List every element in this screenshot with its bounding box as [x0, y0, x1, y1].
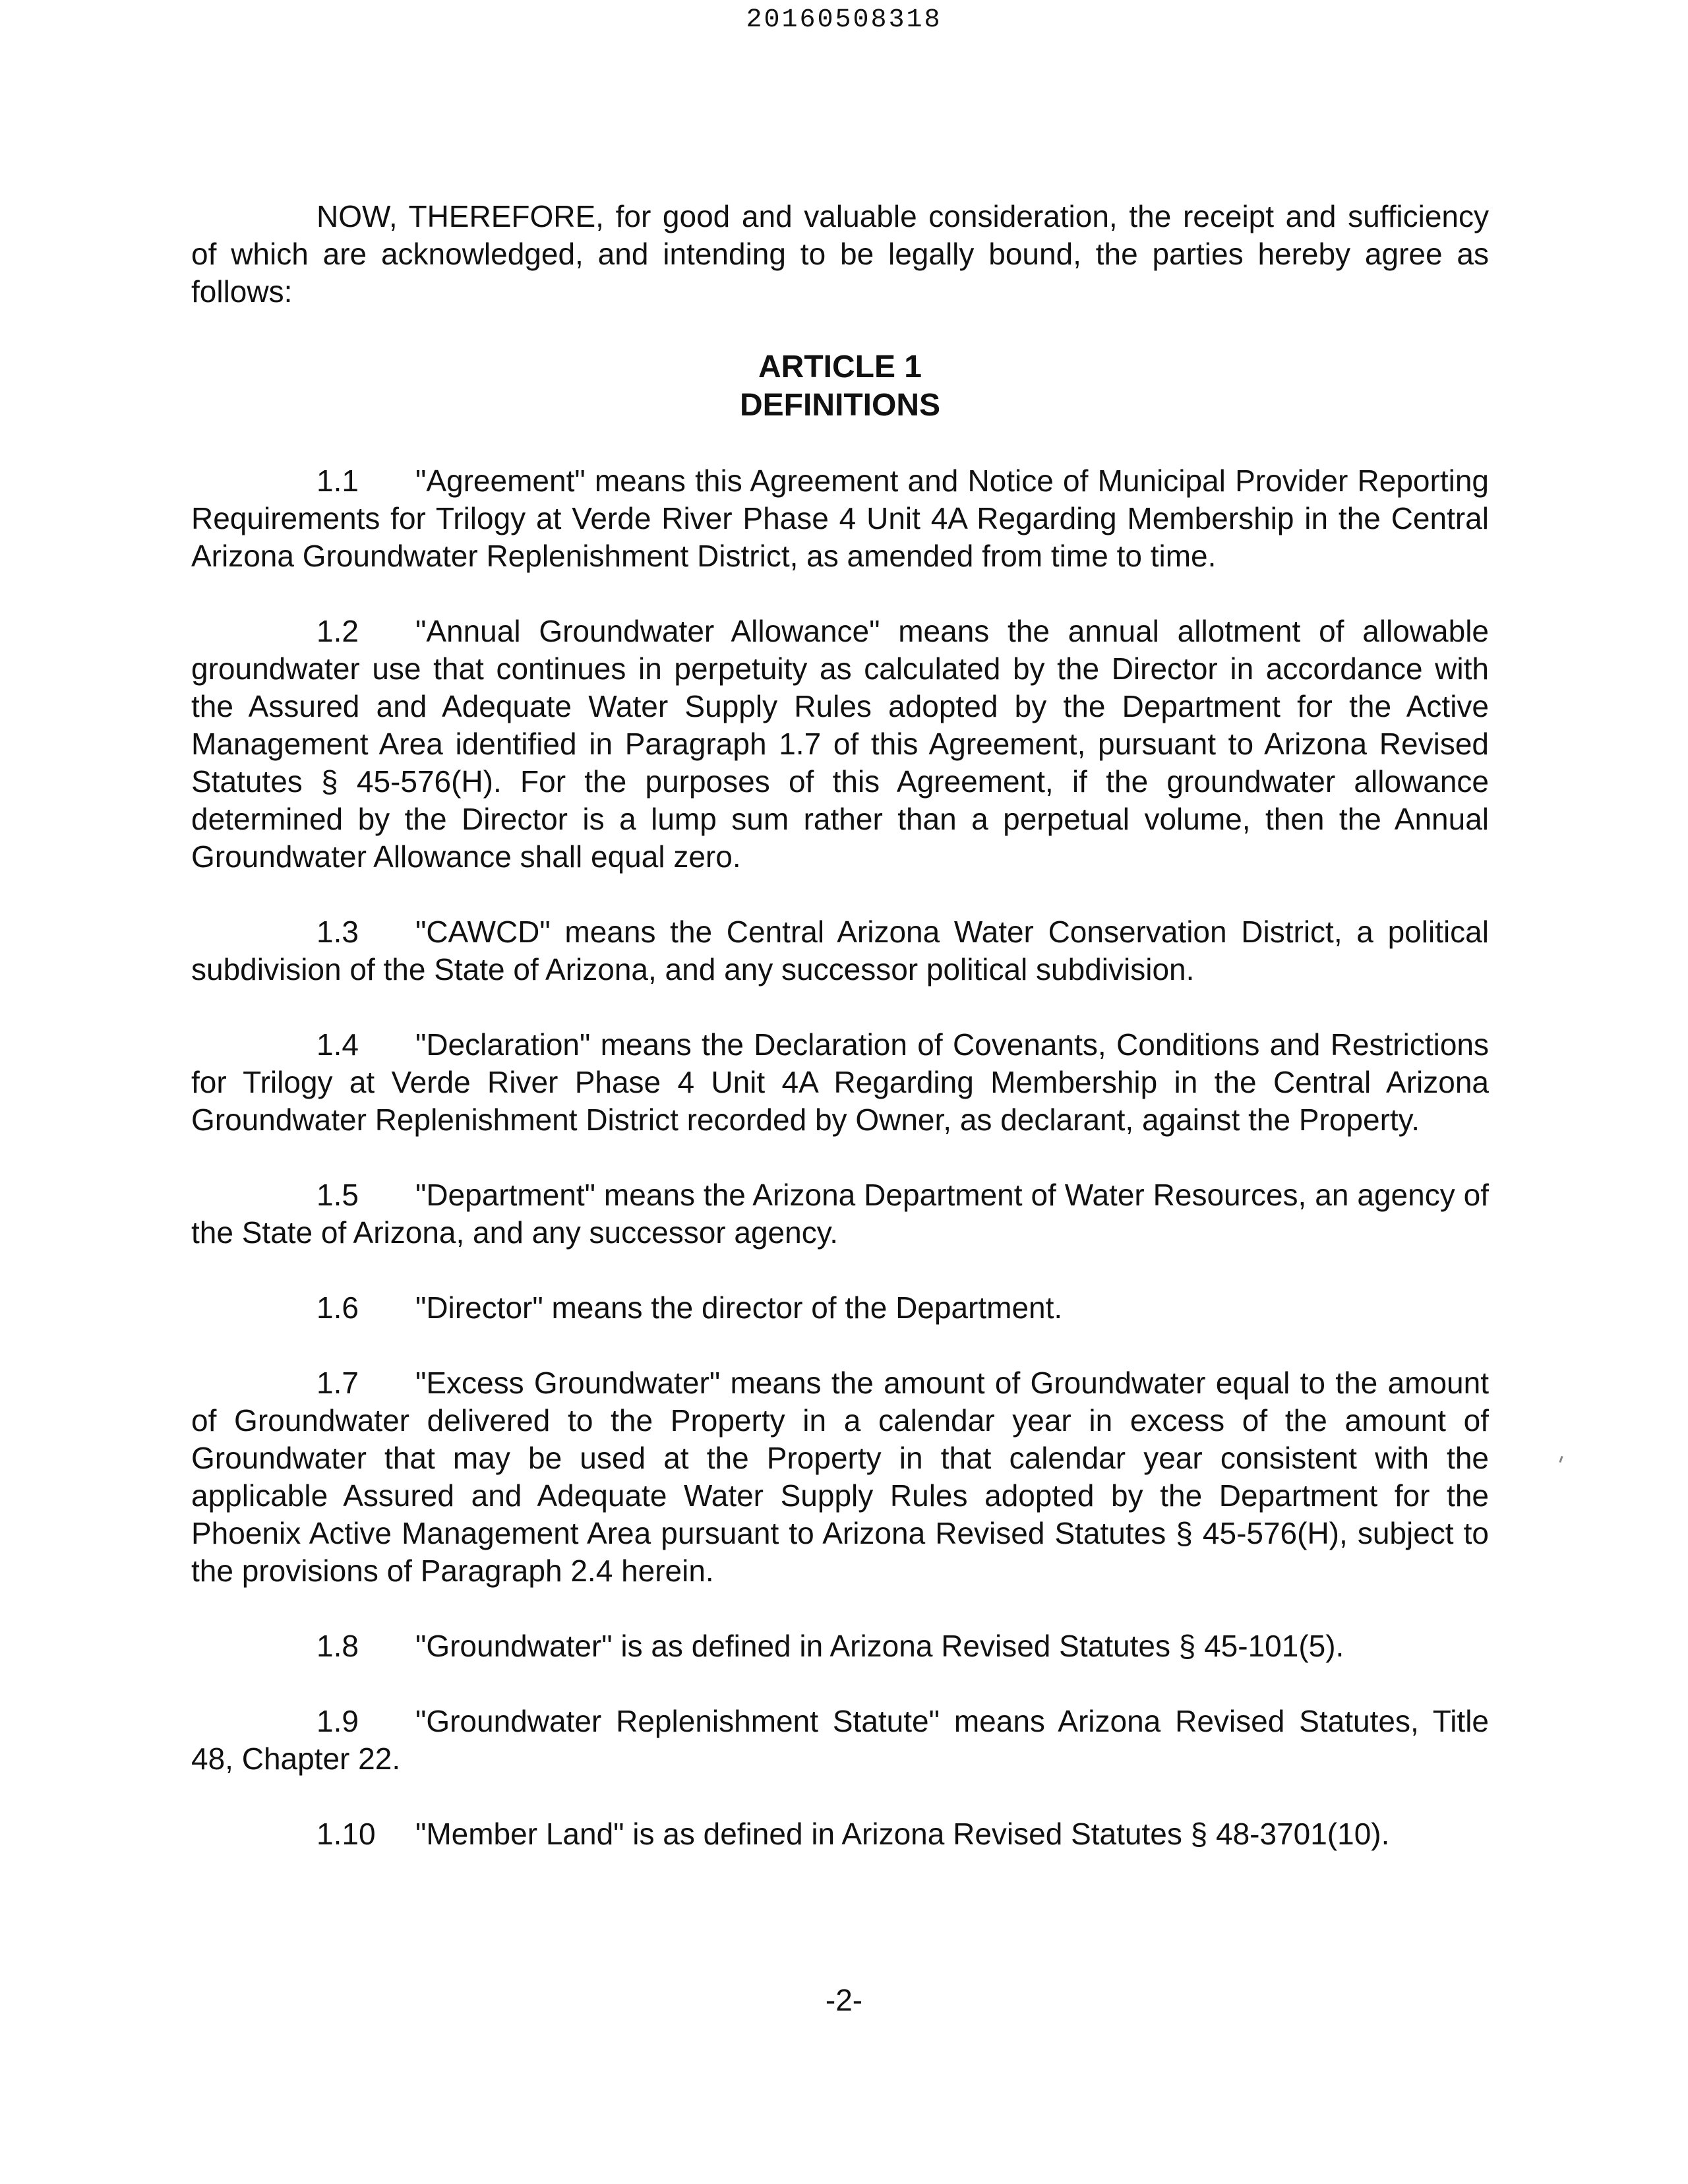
definition-number: 1.3	[316, 915, 359, 949]
definition-text: "Groundwater Replenishment Statute" means Arizona Revised Statutes, Title 48, Chapter 22.	[191, 1704, 1489, 1776]
definition-paragraph	[191, 1703, 1489, 1778]
definition-number: 1.10	[316, 1817, 376, 1851]
intro-paragraph: NOW, THEREFORE, for good and valuable consideration, the receipt and sufficiency of which are acknowledged, and intending to be legally bound, the parties hereby agree as follows:	[191, 199, 1489, 309]
definition-paragraph	[191, 1176, 1489, 1252]
definition-paragraph	[191, 913, 1489, 988]
definition-text: "CAWCD" means the Central Arizona Water Conservation District, a political subdivision of the State of Arizona, and any successor political subdivision.	[191, 915, 1489, 986]
article-heading	[191, 348, 1489, 425]
definition-text: "Agreement" means this Agreement and Notice of Municipal Provider Reporting Requirements for Trilogy at Verde River Phase 4 Unit 4A Regarding Membership in the Central Arizona Groundwater Replenishment District, as amended from time to time.	[191, 464, 1489, 573]
article-title: ARTICLE 1	[758, 349, 922, 384]
definition-text: "Department" means the Arizona Department of Water Resources, an agency of the State of Arizona, and any successor agency.	[191, 1178, 1489, 1250]
definition-text: "Member Land" is as defined in Arizona Revised Statutes § 48-3701(10).	[415, 1817, 1390, 1851]
definition-number: 1.1	[316, 464, 359, 498]
article-subtitle: DEFINITIONS	[739, 388, 940, 423]
document-body	[191, 198, 1489, 1891]
definition-number: 1.8	[316, 1629, 359, 1663]
definition-text: "Annual Groundwater Allowance" means the annual allotment of allowable groundwater use that continues in perpetuity as calculated by the Director in accordance with the Assured and Adequate Water Supply Rules adopted by the Department for the Active Management Area identified in Paragraph 1.7 of this Agreement, pursuant to Arizona Revised Statutes § 45-576(H). For the purposes of this Agreement, if the groundwater allowance determined by the Director is a lump sum rather than a perpetual volume, then the Annual Groundwater Allowance shall equal zero.	[191, 614, 1489, 874]
scan-speck	[1559, 1456, 1563, 1463]
definition-text: "Director" means the director of the Department.	[415, 1290, 1063, 1325]
definition-text: "Excess Groundwater" means the amount of Groundwater equal to the amount of Groundwater delivered to the Property in a calendar year in excess of the amount of Groundwater that may be used at the Property in that calendar year consistent with the applicable Assured and Adequate Water Supply Rules adopted by the Department for the Phoenix Active Management Area pursuant to Arizona Revised Statutes § 45-576(H), subject to the provisions of Paragraph 2.4 herein.	[191, 1366, 1489, 1588]
definition-number: 1.5	[316, 1178, 359, 1212]
definition-paragraph	[191, 1289, 1489, 1327]
definition-text: "Declaration" means the Declaration of Covenants, Conditions and Restrictions for Trilogy at Verde River Phase 4 Unit 4A Regarding Membership in the Central Arizona Groundwater Replenishment District recorded by Owner, as declarant, against the Property.	[191, 1027, 1489, 1137]
definition-paragraph	[191, 1364, 1489, 1590]
definition-paragraph	[191, 1026, 1489, 1139]
definition-paragraph	[191, 462, 1489, 575]
definition-paragraph	[191, 1815, 1489, 1853]
page-number: -2-	[825, 1983, 863, 2017]
definition-number: 1.2	[316, 614, 359, 648]
definition-text: "Groundwater" is as defined in Arizona Revised Statutes § 45-101(5).	[415, 1629, 1344, 1663]
recording-number: 20160508318	[746, 5, 942, 35]
definition-number: 1.4	[316, 1027, 359, 1062]
definition-paragraph	[191, 613, 1489, 876]
definition-paragraph	[191, 1627, 1489, 1665]
definition-number: 1.7	[316, 1366, 359, 1400]
definition-number: 1.6	[316, 1290, 359, 1325]
definition-number: 1.9	[316, 1704, 359, 1738]
